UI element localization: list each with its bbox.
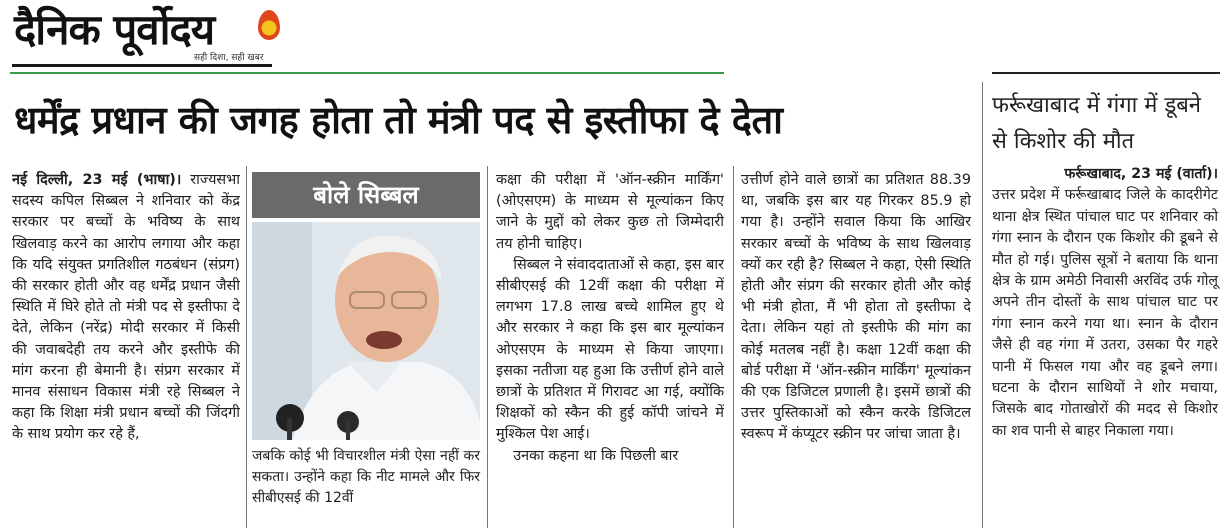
speaker-illustration <box>252 222 480 440</box>
masthead-tagline: सही दिशा, सही खबर <box>194 53 264 63</box>
article-paragraph: उनका कहना था कि पिछली बार <box>513 447 679 464</box>
column-divider <box>733 166 734 528</box>
sidebar-divider <box>982 82 983 528</box>
masthead-rule <box>12 64 272 67</box>
article-column-3 <box>496 170 724 528</box>
sidebar-headline: फर्रूखाबाद में गंगा में डूबने से किशोर की मौत <box>992 93 1201 154</box>
photo-block <box>252 172 480 440</box>
header-divider <box>10 72 724 74</box>
sidebar-dateline: फर्रूखाबाद, 23 मई (वार्ता)। <box>1064 166 1218 182</box>
photo-caption: जबकि कोई भी विचारशील मंत्री ऐसा नहीं कर सकता। उन्होंने कहा कि नीट मामले और फिर सीबीएसई की 12वीं <box>252 448 480 506</box>
masthead-logo <box>12 4 292 70</box>
sidebar-article <box>992 164 1218 442</box>
article-paragraph: कक्षा की परीक्षा में 'ऑन-स्क्रीन मार्किंग' (ओएसएम) के माध्यम से मूल्यांकन किए जाने के मुद्दों को लेकर कुछ तो जिम्मेदारी तय होनी चाहिए। <box>496 172 724 252</box>
article-column-4 <box>741 170 971 528</box>
main-headline: धर्मेंद्र प्रधान की जगह होता तो मंत्री पद से इस्तीफा दे देता <box>14 97 783 142</box>
sidebar-top-rule <box>992 72 1220 74</box>
article-dateline: नई दिल्ली, 23 मई (भाषा)। <box>12 172 182 188</box>
speaker-photo <box>252 222 480 440</box>
column-divider <box>487 166 488 528</box>
masthead-title: दैनिक पूर्वोदय <box>14 5 215 54</box>
article-text: उत्तीर्ण होने वाले छात्रों का प्रतिशत 88.39 था, जबकि इस बार यह गिरकर 85.9 हो गया है। उन्होंने सवाल किया कि आखिर सरकार बच्चों के भविष्य के साथ खिलवाड़ क्यों कर रही है? सिब्बल ने कहा, ऐसी स्थिति होती और संप्रग की सरकार होती और कोई भी मंत्री होता, मैं भी होता तो इस्तीफा दे देता। लेकिन यहां तो इस्तीफे की मांग का कोई मतलब नहीं है। कक्षा 12वीं कक्षा की बोर्ड परीक्षा में 'ऑन-स्क्रीन मार्किंग' मूल्यांकन की एक डिजिटल प्रणाली है। इसमें छात्रों की उत्तर पुस्तिकाओं को स्कैन करके डिजिटल स्वरूप में कंप्यूटर स्क्रीन पर जांचा जाता है। <box>741 172 971 443</box>
photo-label: बोले सिब्बल <box>252 172 480 218</box>
article-text: राज्यसभा सदस्य कपिल सिब्बल ने शनिवार को केंद्र सरकार पर बच्चों के भविष्य के साथ खिलवाड़ करने का आरोप लगाया और कहा कि यदि संयुक्त प्रगतिशील गठबंधन (संप्रग) की सरकार होती और वह धर्मेंद्र प्रधान जैसी स्थिति में घिरे होते तो मंत्री पद से इस्तीफा दे देते, लेकिन (नरेंद्र) मोदी सरकार में किसी की जवाबदेही तय करने और इस्तीफे की मांग करना ही बेमानी है। संप्रग सरकार में मानव संसाधन विकास मंत्री रहे सिब्बल ने कहा कि शिक्षा मंत्री प्रधान बच्चों की जिंदगी के साथ प्रयोग कर रहे हैं, <box>12 172 240 443</box>
column-divider <box>246 166 247 528</box>
sidebar-text: उत्तर प्रदेश में फर्रूखाबाद जिले के कादरीगेट थाना क्षेत्र स्थित पांचाल घाट पर शनिवार को गंगा स्नान के दौरान एक किशोर की डूबने से मौत हो गई। पुलिस सूत्रों ने बताया कि थाना क्षेत्र के ग्राम अमेठी निवासी अरविंद उर्फ गोलू अपने तीन दोस्तों के साथ पांचाल घाट पर गंगा स्नान करने गया था। स्नान के दौरान जैसे ही वह गंगा में उतरा, उसका पैर गहरे पानी में फिसल गया और वह डूबने लगा। घटना के दौरान साथियों ने शोर मचाया, जिसके बाद गोताखोरों की मदद से किशोर का शव पानी से बाहर निकाला गया। <box>992 187 1218 439</box>
article-paragraph: सिब्बल ने संवाददाताओं से कहा, इस बार सीबीएसई की 12वीं कक्षा की परीक्षा में लगभग 17.8 लाख बच्चे शामिल हुए थे और सरकार ने कहा कि इस बार मूल्यांकन ओएसएम के माध्यम से किया जाएगा। इसका नतीजा यह हुआ कि उत्तीर्ण होने वाले छात्रों के प्रतिशत में गिरावट आ गई, क्योंकि शिक्षकों को स्कैन की हुई कॉपी जांचने में मुश्किल पेश आई। <box>496 256 724 443</box>
article-column-1 <box>12 170 240 528</box>
sun-flame-icon <box>258 10 280 40</box>
